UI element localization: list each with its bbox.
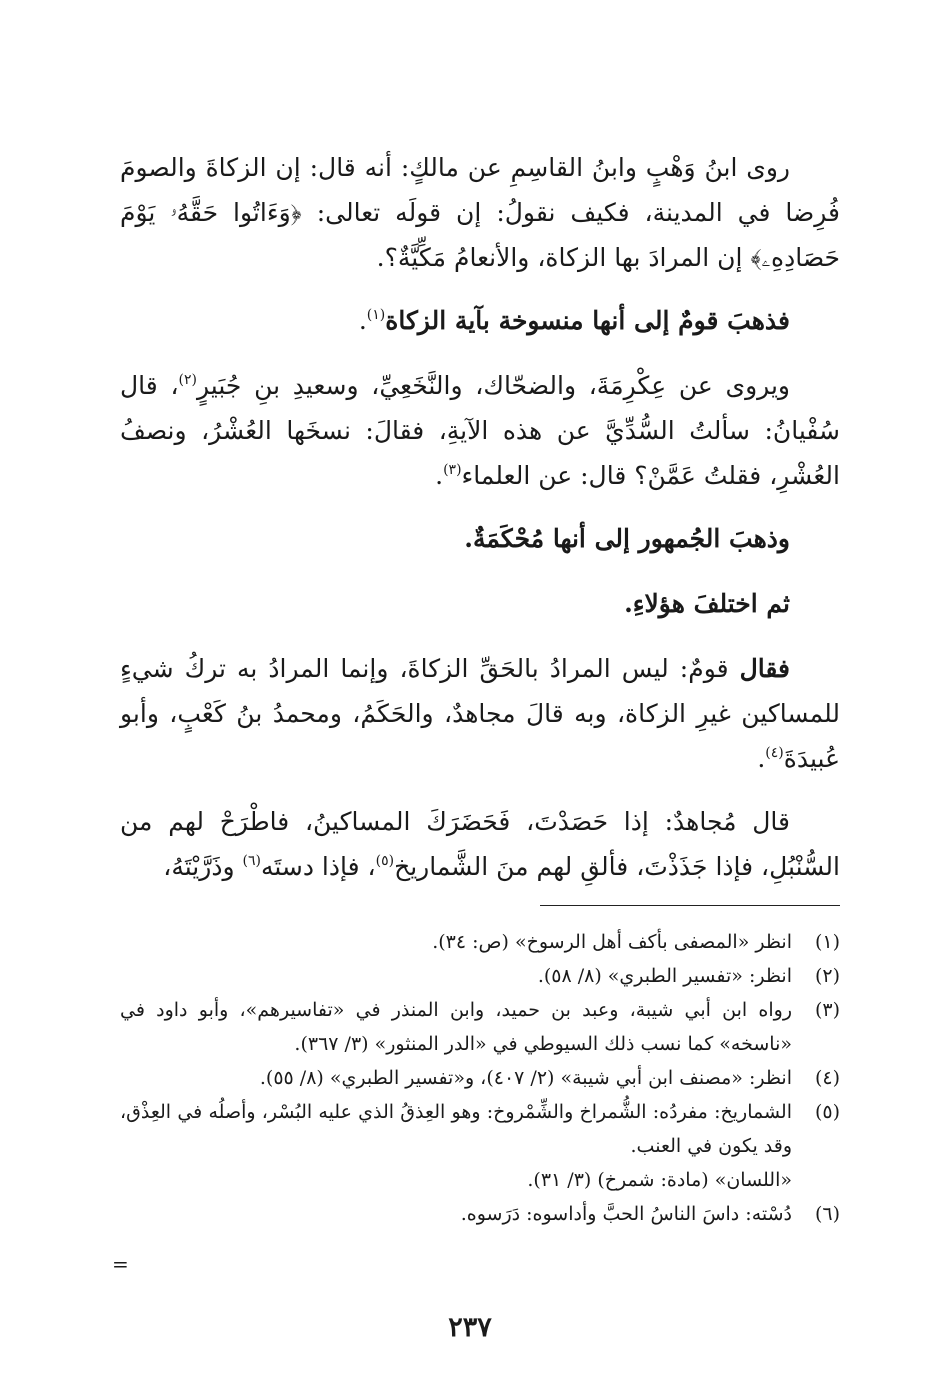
paragraph-4-text: وذهبَ الجُمهور إلى أنها مُحْكَمَةٌ.	[464, 524, 790, 553]
footnote-ref-6[interactable]: (٦)	[242, 853, 261, 869]
paragraph-5-text: ثم اختلفَ هؤلاءِ.	[624, 589, 790, 618]
paragraph-2-end: .	[358, 306, 367, 335]
paragraph-7-text-c: وذَرَّيْتَهُ،	[163, 852, 243, 881]
paragraph-3	[120, 363, 840, 498]
footnote-ref-5[interactable]: (٥)	[375, 853, 395, 869]
footnote-ref-2[interactable]: (٢)	[178, 372, 197, 388]
footnote-2	[120, 959, 840, 993]
footnote-1	[120, 925, 840, 959]
continuation-mark: =	[112, 1252, 129, 1276]
paragraph-2-text: فذهبَ قومٌ إلى أنها منسوخة بآية الزكاة	[385, 306, 790, 335]
footnote-line: الشماريخ: مفردُه: الشُّمراخ والشِّمْروخ: وهو العِذقُ الذي عليه البُسْر، وأصلُه في العِذْق، وقد يكون في العنب.	[120, 1101, 792, 1157]
footnote-4	[120, 1061, 840, 1095]
footnote-line: دُسْته: داسَ الناسُ الحبَّ وأداسوه: دَرَسوه.	[460, 1203, 792, 1225]
footnote-line: «اللسان» (مادة: شمرخ) (٣/ ٣١).	[527, 1169, 792, 1191]
paragraph-7-text-b: ، فإذا دستَه	[260, 852, 376, 881]
paragraph-4	[120, 516, 840, 561]
paragraph-6-lead: فقال	[739, 654, 790, 683]
footnote-line: انظر: «تفسير الطبري» (٨/ ٥٨).	[537, 965, 792, 987]
paragraph-6-text: قومٌ: ليس المرادُ بالحَقِّ الزكاةَ، وإنما المرادُ به تركُ شيءٍ للمساكين غيرِ الزكاة، وبه قالَ مجاهدٌ، والحَكَمُ، ومحمدُ بنُ كَعْبٍ، وأبو عُبيدَةَ	[120, 654, 840, 773]
footnote-line: انظر «المصفى بأكف أهل الرسوخ» (ص: ٣٤).	[432, 931, 792, 953]
main-text	[120, 145, 840, 907]
footnote-text	[120, 993, 792, 1061]
footnote-number: (٢)	[814, 965, 840, 987]
footnote-text	[120, 925, 792, 959]
footnote-line: رواه ابن أبي شيبة، وعبد بن حميد، وابن المنذر في «تفاسيرهم»، وأبو داود في «ناسخه» كما نسب ذلك السيوطي في «الدر المنثور» (٣/ ٣٦٧).	[120, 999, 792, 1055]
paragraph-6-end: .	[757, 744, 766, 773]
footnote-3	[120, 993, 840, 1061]
footnote-line: انظر: «مصنف ابن أبي شيبة» (٢/ ٤٠٧)، و«تفسير الطبري» (٨/ ٥٥).	[259, 1067, 792, 1089]
paragraph-6	[120, 646, 840, 781]
footnote-number: (٥)	[814, 1101, 840, 1123]
footnote-ref-4[interactable]: (٤)	[765, 745, 784, 761]
paragraph-3-text-b: ، قال سُفْيانُ: سألتُ السُّدِّيَّ عن هذه الآيةِ، فقالَ: نسخَها العُشْرُ، ونصفُ العُشْرِ، فقلتُ عَمَّنْ؟ قال: عن العلماء	[120, 371, 840, 490]
footnote-5	[120, 1095, 840, 1197]
footnote-ref-3[interactable]: (٣)	[443, 462, 462, 478]
paragraph-3-text-a: ويروى عن عِكْرِمَةَ، والضحّاك، والنَّخَعِيِّ، وسعيدِ بنِ جُبَيرٍ	[197, 371, 790, 400]
paragraph-2	[120, 298, 840, 343]
paragraph-1-text: روى ابنُ وَهْبٍ وابنُ القاسِمِ عن مالكٍ: أنه قال: إن الزكاةَ والصومَ فُرِضا في المدينة، فكيف نقولُ: إن قولَه تعالى: ﴿وَءَاتُوا حَقَّهُۥ يَوْمَ حَصَادِهِۦ﴾ إن المرادَ بها الزكاة، والأنعامُ مَكِّيَّةٌ؟.	[120, 153, 840, 272]
footnote-text	[120, 1095, 792, 1197]
footnote-text	[120, 959, 792, 993]
footnote-6	[120, 1197, 840, 1231]
footnotes	[120, 925, 840, 1231]
paragraph-5	[120, 581, 840, 626]
footnote-number: (٣)	[814, 999, 840, 1021]
footnote-text	[120, 1197, 792, 1231]
footnote-number: (١)	[814, 931, 840, 953]
paragraph-3-end: .	[435, 461, 444, 490]
paragraph-7-text-a: قال مُجاهدٌ: إذا حَصَدْتَ، فَحَضَرَكَ المساكينُ، فاطْرَحْ لهم من السُّنْبُلِ، فإذا جَذَذْتَ، فألقِ لهم منَ الشَّماريخ	[120, 807, 840, 881]
footnote-ref-1[interactable]: (١)	[366, 307, 386, 323]
paragraph-7	[120, 799, 840, 889]
footnote-separator	[540, 905, 840, 906]
footnote-number: (٦)	[814, 1203, 840, 1225]
paragraph-1	[120, 145, 840, 280]
page-number: ٢٣٧	[448, 1312, 492, 1343]
footnote-number: (٤)	[814, 1067, 840, 1089]
footnote-text	[120, 1061, 792, 1095]
